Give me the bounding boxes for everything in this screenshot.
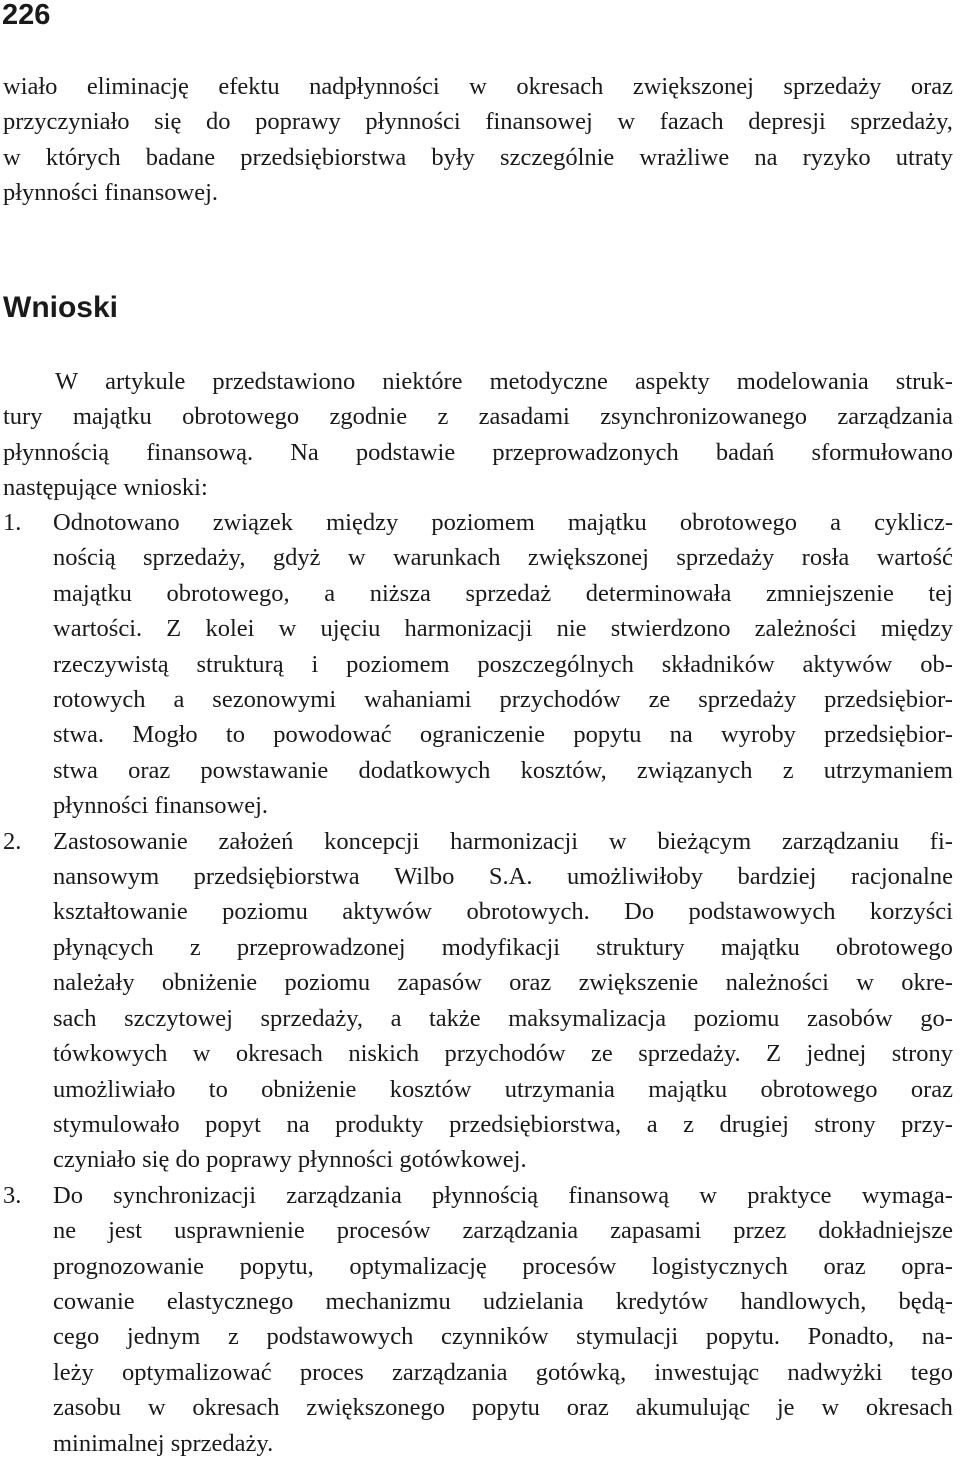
- text-line: W artykule przedstawiono niektóre metodyczne aspekty modelowania struk-: [55, 368, 953, 395]
- text-line: płynących z przeprowadzonej modyfikacji struktury majątku obrotowego: [53, 933, 953, 961]
- conclusions-list: [3, 505, 953, 1461]
- text-line: cego jednym z podstawowych czynników stymulacji popytu. Ponadto, na-: [53, 1323, 953, 1351]
- text-line: wiało eliminację efektu nadpłynności w okresach zwiększonej sprzedaży oraz: [3, 73, 953, 100]
- text-line: rzeczywistą strukturą i poziomem poszczególnych składników aktywów ob-: [53, 650, 953, 678]
- text-line: płynnością finansową. Na podstawie przeprowadzonych badań sformułowano: [3, 438, 953, 466]
- conclusions-intro-paragraph: [3, 364, 953, 506]
- text-line: nansowym przedsiębiorstwa Wilbo S.A. umożliwiłoby bardziej racjonalne: [53, 863, 953, 891]
- text-line: Odnotowano związek między poziomem majątku obrotowego a cyklicz-: [53, 509, 953, 536]
- text-line: zasobu w okresach zwiększonego popytu oraz akumulując je w okresach: [53, 1394, 953, 1422]
- text-line: majątku obrotowego, a niższa sprzedaż determinowała zmniejszenie tej: [53, 579, 953, 607]
- text-line: czyniało się do poprawy płynności gotówkowej.: [53, 1146, 527, 1174]
- list-item: [3, 505, 953, 824]
- text-line: kształtowanie poziomu aktywów obrotowych. Do podstawowych korzyści: [53, 898, 953, 926]
- intro-paragraph: [3, 69, 953, 211]
- list-item-number: 1.: [3, 509, 22, 536]
- text-line: wartości. Z kolei w ujęciu harmonizacji nie stwierdzono zależności między: [53, 615, 953, 643]
- text-line: leży optymalizować proces zarządzania gotówką, inwestując nadwyżki tego: [53, 1358, 953, 1386]
- text-line: tówkowych w okresach niskich przychodów ze sprzedaży. Z jednej strony: [53, 1040, 953, 1068]
- text-line: nością sprzedaży, gdyż w warunkach zwiększonej sprzedaży rosła wartość: [53, 544, 953, 572]
- list-item: [3, 824, 953, 1178]
- list-item: [3, 1178, 953, 1461]
- page-number: 226: [2, 0, 51, 31]
- text-line: przyczyniało się do poprawy płynności finansowej w fazach depresji sprzedaży,: [3, 108, 953, 136]
- text-line: Do synchronizacji zarządzania płynnością finansową w praktyce wymaga-: [53, 1181, 953, 1209]
- text-line: sach szczytowej sprzedaży, a także maksymalizacja poziomu zasobów go-: [53, 1004, 953, 1032]
- text-line: ne jest usprawnienie procesów zarządzania zapasami przez dokładniejsze: [53, 1217, 953, 1245]
- text-line: cowanie elastycznego mechanizmu udzielania kredytów handlowych, będą-: [53, 1287, 953, 1315]
- text-line: w których badane przedsiębiorstwa były szczególnie wrażliwe na ryzyko utraty: [3, 143, 953, 171]
- list-item-number: 2.: [3, 827, 22, 855]
- text-line: stwa oraz powstawanie dodatkowych kosztów, związanych z utrzymaniem: [53, 756, 953, 784]
- text-line: rotowych a sezonowymi wahaniami przychodów ze sprzedaży przedsiębior-: [53, 686, 953, 714]
- text-line: umożliwiało to obniżenie kosztów utrzymania majątku obrotowego oraz: [53, 1075, 953, 1103]
- text-line: stwa. Mogło to powodować ograniczenie popytu na wyroby przedsiębior-: [53, 721, 953, 749]
- text-line: należały obniżenie poziomu zapasów oraz zwiększenie należności w okre-: [53, 969, 953, 997]
- text-line: następujące wnioski:: [3, 474, 208, 502]
- text-line: prognozowanie popytu, optymalizację procesów logistycznych oraz opra-: [53, 1252, 953, 1280]
- list-item-number: 3.: [3, 1181, 22, 1209]
- text-line: Zastosowanie założeń koncepcji harmonizacji w bieżącym zarządzaniu fi-: [53, 827, 953, 855]
- text-line: tury majątku obrotowego zgodnie z zasadami zsynchronizowanego zarządzania: [3, 403, 953, 431]
- text-line: stymulowało popyt na produkty przedsiębiorstwa, a z drugiej strony przy-: [53, 1110, 953, 1138]
- section-heading: Wnioski: [3, 291, 119, 324]
- text-line: płynności finansowej.: [53, 792, 269, 820]
- text-line: minimalnej sprzedaży.: [53, 1429, 274, 1457]
- text-line: płynności finansowej.: [3, 179, 219, 207]
